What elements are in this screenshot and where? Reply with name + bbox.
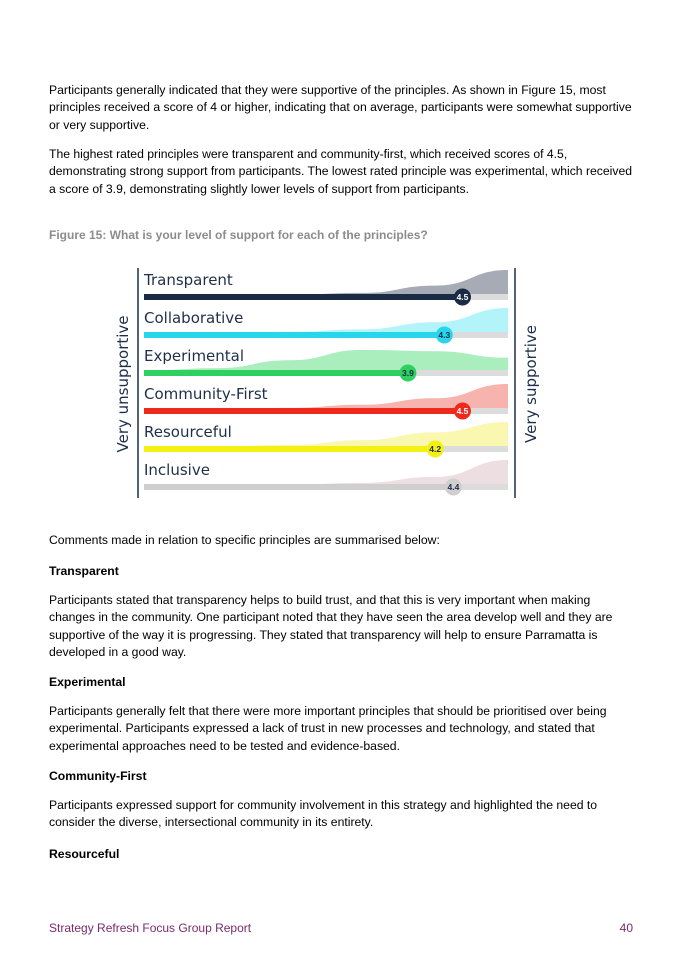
row-label-inclusive: Inclusive [144, 461, 210, 479]
left-axis-label: Very unsupportive [114, 315, 132, 453]
row-label-transparent: Transparent [144, 271, 233, 289]
text-community-first: Participants expressed support for community involvement in this strategy and highlighted the need to consider the diverse, intersectional community in its entirety. [49, 798, 598, 830]
value-label-community-first: 4.5 [456, 406, 469, 416]
footer-report-title: Strategy Refresh Focus Group Report [49, 921, 252, 935]
value-bar-inclusive [144, 484, 453, 490]
intro-paragraph-2: The highest rated principles were transparent and community-first, which received scores of 4.5, demonstrating strong support from participants. The lowest rated principle was experimental, which received a score of 3.9, demonstrating slightly lower levels of support from participants. [49, 147, 633, 196]
value-bar-resourceful [144, 446, 435, 452]
value-label-experimental: 3.9 [401, 368, 414, 378]
row-label-community-first: Community-First [144, 385, 268, 403]
right-axis-label: Very supportive [522, 324, 540, 444]
value-bar-experimental [144, 370, 408, 376]
heading-experimental: Experimental [49, 675, 126, 689]
heading-resourceful: Resourceful [49, 847, 120, 861]
figure-caption: Figure 15: What is your level of support for each of the principles? [49, 228, 428, 242]
value-bar-transparent [144, 294, 463, 300]
heading-community-first: Community-First [49, 769, 147, 783]
row-label-experimental: Experimental [144, 347, 245, 365]
text-transparent: Participants stated that transparency helps to build trust, and that this is very important when making changes in the community. One participant noted that they have seen the area develop well and they are supportive of the way it is progressing. They stated that transparency will help to ensure Parramatta is developed in a good way. [49, 593, 613, 660]
value-label-transparent: 4.5 [456, 292, 469, 302]
intro-paragraph-1: Participants generally indicated that they were supportive of the principles. As shown in Figure 15, most principles received a score of 4 or higher, indicating that on average, participants were somewhat supportive or very supportive. [49, 83, 632, 132]
value-label-inclusive: 4.4 [447, 482, 460, 492]
footer-page-number: 40 [619, 921, 633, 935]
row-label-collaborative: Collaborative [144, 309, 244, 327]
support-chart [110, 262, 540, 502]
row-label-resourceful: Resourceful [144, 423, 232, 441]
comments-intro: Comments made in relation to specific principles are summarised below: [49, 533, 440, 547]
text-experimental: Participants generally felt that there were more important principles that should be prioritised over being experimental. Participants expressed a lack of trust in new processes and technology, and stated that experimental approaches need to be tested and evidence-based. [49, 704, 607, 753]
value-label-collaborative: 4.3 [438, 330, 451, 340]
value-bar-community-first [144, 408, 463, 414]
heading-transparent: Transparent [49, 564, 119, 578]
value-bar-collaborative [144, 332, 444, 338]
value-label-resourceful: 4.2 [429, 444, 442, 454]
